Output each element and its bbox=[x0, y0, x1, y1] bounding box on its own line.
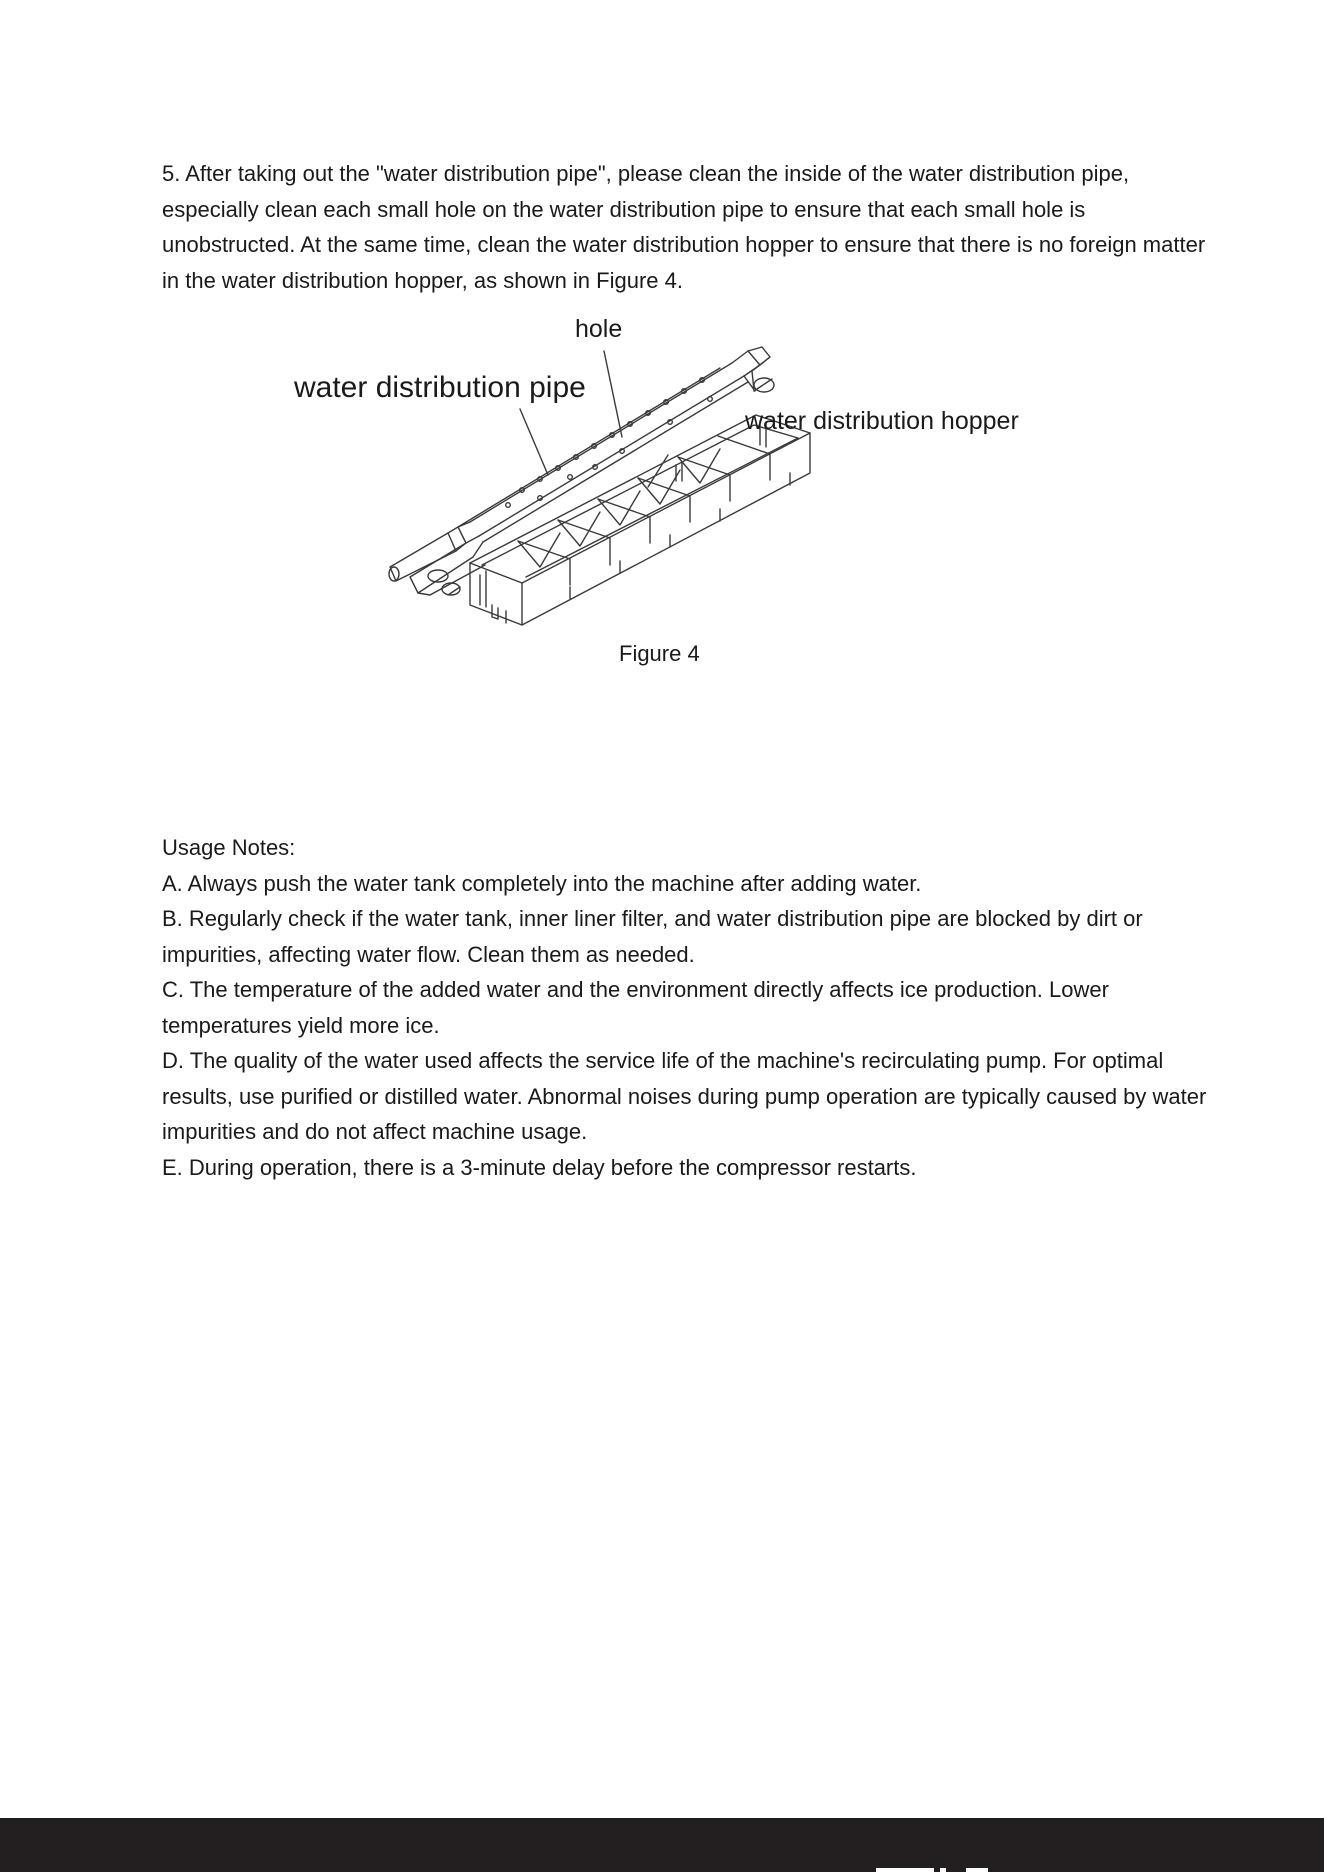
figure-4-illustration bbox=[270, 305, 1070, 675]
water-distribution-hopper-label: water distribution hopper bbox=[745, 407, 1019, 435]
usage-note-d: D. The quality of the water used affects the service life of the machine's recirculating pump. For optimal results, use purified or distilled water. Abnormal noises during pump operation are typically caused by water impurities and do not affect machine usage. bbox=[162, 1048, 1207, 1144]
usage-note-a: A. Always push the water tank completely into the machine after adding water. bbox=[162, 870, 922, 896]
step-5-paragraph: 5. After taking out the "water distribution pipe", please clean the inside of the water distribution pipe, especially clean each small hole on the water distribution pipe to ensure that each small hole is unobstructed. At the same time, clean the water distribution hopper to ensure that there is no foreign matter in the water distribution hopper, as shown in Figure 4. bbox=[162, 161, 1206, 293]
usage-notes bbox=[162, 830, 1212, 1185]
footer-mark bbox=[940, 1868, 946, 1872]
footer-bar bbox=[0, 1818, 1324, 1872]
pipe-leader-line bbox=[520, 409, 548, 475]
usage-note-b: B. Regularly check if the water tank, inner liner filter, and water distribution pipe are blocked by dirt or impurities, affecting water flow. Clean them as needed. bbox=[162, 906, 1143, 967]
footer-mark bbox=[876, 1868, 934, 1872]
usage-note-c: C. The temperature of the added water and the environment directly affects ice production. Lower temperatures yield more ice. bbox=[162, 977, 1109, 1038]
water-distribution-pipe-label: water distribution pipe bbox=[294, 371, 586, 404]
footer-mark bbox=[966, 1868, 988, 1872]
figure-caption: Figure 4 bbox=[619, 641, 700, 666]
usage-notes-heading: Usage Notes: bbox=[162, 835, 296, 860]
pipe-hopper-drawing bbox=[270, 305, 1070, 645]
usage-note-e: E. During operation, there is a 3-minute delay before the compressor restarts. bbox=[162, 1154, 917, 1180]
hole-leader-line bbox=[604, 351, 622, 437]
hole-label: hole bbox=[575, 315, 623, 343]
